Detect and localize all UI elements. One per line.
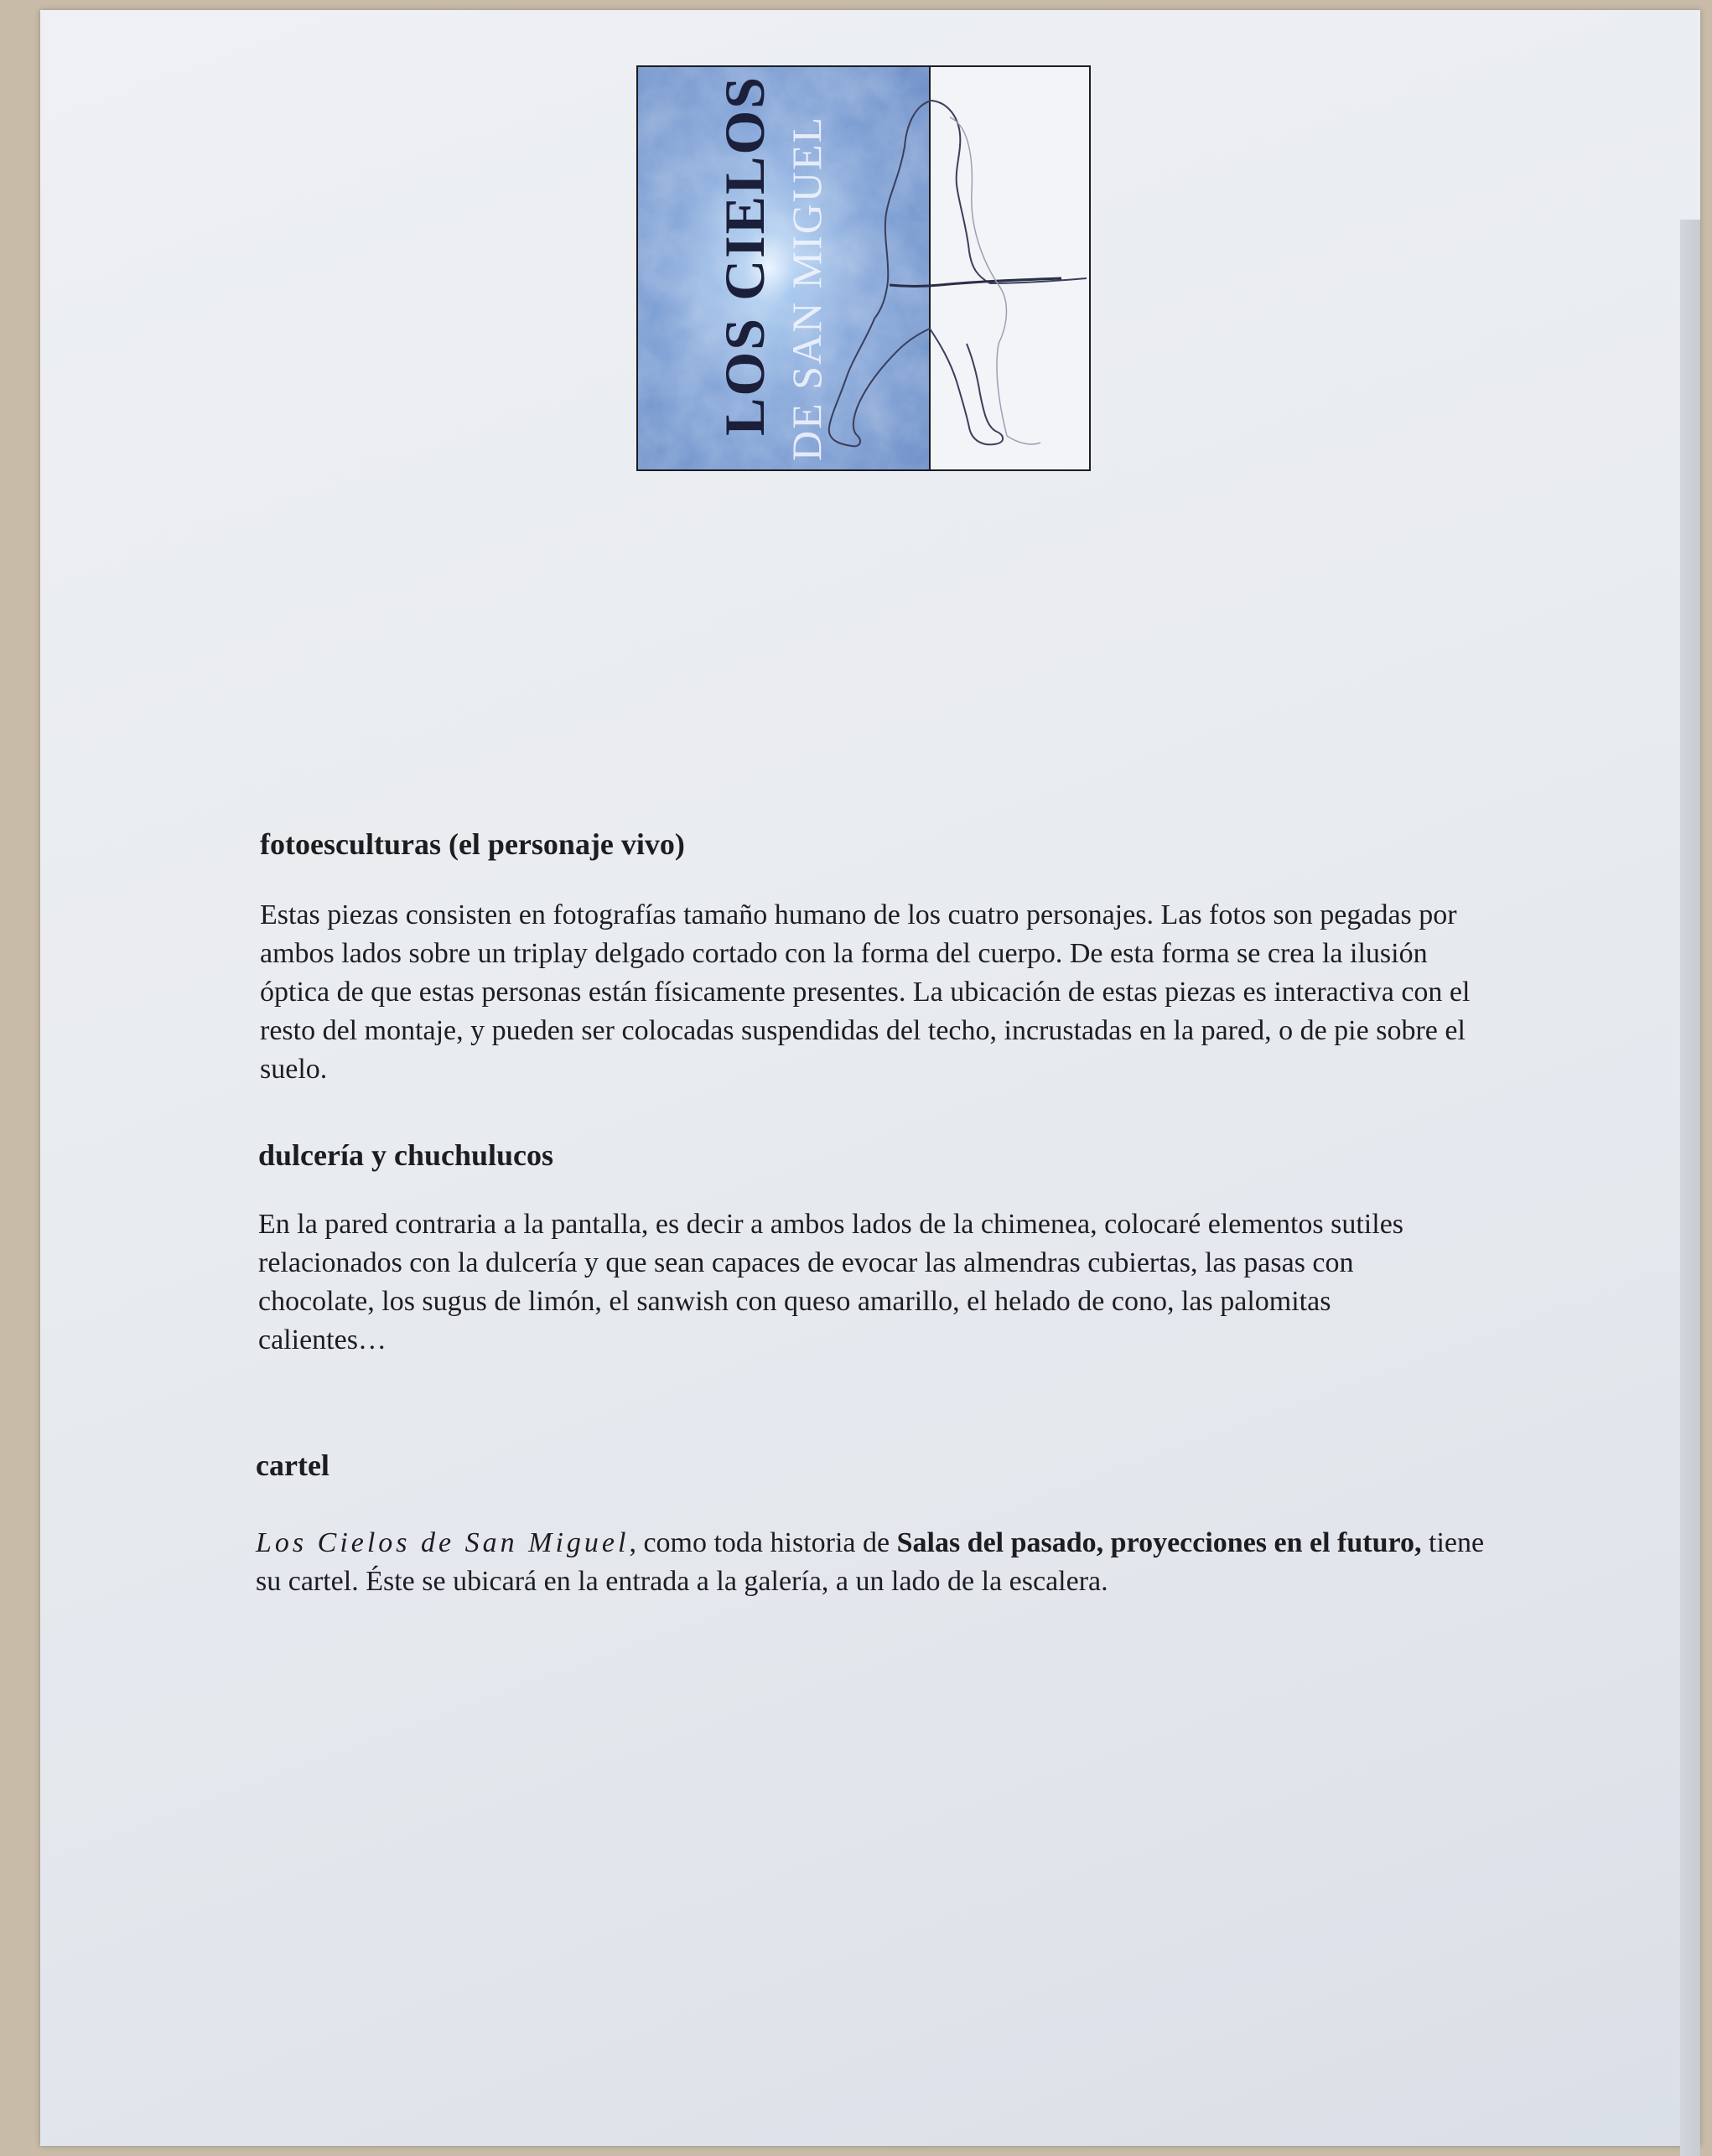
logo [636,65,1091,471]
logo-title: LOS CIELOS [713,75,776,436]
cartel-text-1: , como toda historia de [629,1527,897,1558]
section-fotoesculturas [260,826,1501,1089]
cartel-title: Los Cielos de San Miguel [256,1527,630,1558]
heading-dulceria: dulcería y chuchulucos [258,1138,554,1172]
heading-fotoesculturas: fotoesculturas (el personaje vivo) [260,827,685,861]
cartel-bold-phrase: Salas del pasado, proyecciones en el futuro, [896,1527,1422,1558]
logo-subtitle: DE SAN MIGUEL [783,115,830,461]
paragraph-dulceria: En la pared contraria a la pantalla, es decir a ambos lados de la chimenea, colocaré elementos sutiles relacionados con la dulcería y que sean capaces de evocar las almendras cubiertas, las pasas con chocolate, los sugus de limón, el sanwish con queso amarillo, el helado de cono, las palomitas calientes… [258,1209,1404,1355]
section-dulceria [258,1137,1499,1360]
paragraph-cartel [256,1524,1497,1601]
logo-graphic [638,67,1089,469]
heading-cartel: cartel [256,1449,329,1482]
cartel-text-2: tiene su cartel. Éste se ubicará en la entrada a la galería, a un lado de la escalera. [256,1527,1485,1597]
section-cartel [256,1447,1497,1601]
paragraph-fotoesculturas: Estas piezas consisten en fotografías tamaño humano de los cuatro personajes. Las fotos son pegadas por ambos lados sobre un triplay delgado cortado con la forma del cuerpo. De esta forma se crea la ilusión óptica de que estas personas están físicamente presentes. La ubicación de estas piezas es interactiva con el resto del montaje, y pueden ser colocadas suspendidas del techo, incrustadas en la pared, o de pie sobre el suelo. [260,899,1471,1085]
paper-edge [1680,220,1700,2156]
